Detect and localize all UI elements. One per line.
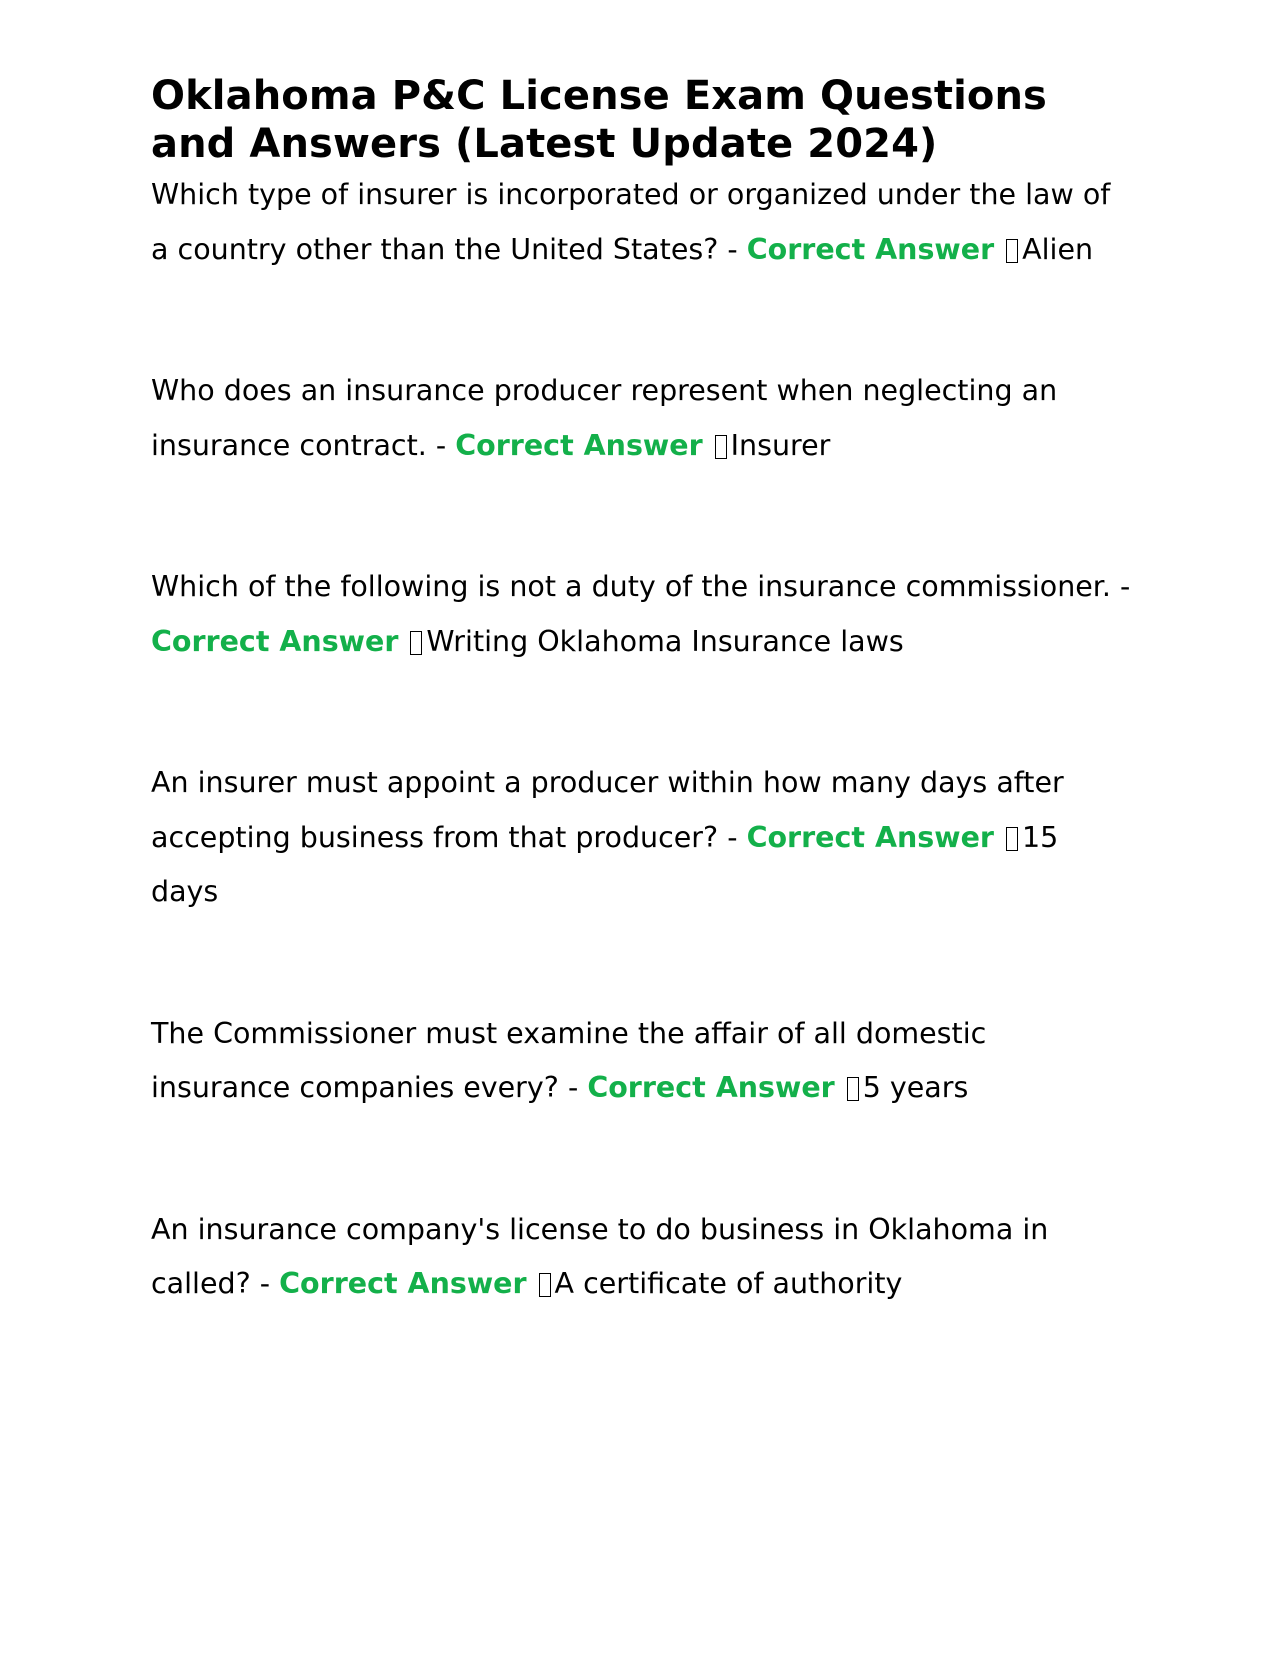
document-title: Oklahoma P&C License Exam Questions and Answers (Latest Update 2024) bbox=[151, 73, 1047, 167]
qa-item bbox=[151, 756, 1131, 920]
separator: - bbox=[558, 1071, 588, 1104]
qa-item bbox=[151, 1007, 1131, 1116]
answer-text: 15 days bbox=[151, 820, 1059, 908]
missing-glyph-box-icon bbox=[715, 435, 727, 459]
qa-item bbox=[151, 168, 1131, 277]
correct-answer-label: Correct Answer bbox=[746, 820, 994, 854]
question-text: Which of the following is not a duty of the insurance commissioner. bbox=[151, 570, 1111, 603]
missing-glyph-box-icon bbox=[1006, 239, 1018, 263]
separator: - bbox=[718, 820, 747, 854]
correct-answer-label: Correct Answer bbox=[279, 1267, 527, 1300]
qa-item bbox=[151, 560, 1131, 669]
answer-text: Alien bbox=[1022, 232, 1094, 266]
separator: - bbox=[426, 428, 456, 462]
correct-answer-label: Correct Answer bbox=[746, 232, 995, 266]
correct-answer-label: Correct Answer bbox=[587, 1071, 835, 1104]
qa-item bbox=[151, 1203, 1131, 1312]
missing-glyph-box-icon bbox=[847, 1077, 859, 1101]
qa-item bbox=[151, 364, 1131, 473]
document-body bbox=[151, 72, 1131, 1312]
answer-text: Writing Oklahoma Insurance laws bbox=[426, 624, 904, 658]
question-text: An insurance company's license to do business in Oklahoma in called? bbox=[151, 1212, 1049, 1300]
separator: - bbox=[1110, 570, 1131, 603]
correct-answer-label: Correct Answer bbox=[455, 428, 703, 462]
question-text: Which type of insurer is incorporated or organized under the law of a country other than the United States? bbox=[151, 178, 1111, 266]
correct-answer-label: Correct Answer bbox=[151, 624, 399, 658]
answer-text: A certificate of authority bbox=[554, 1267, 903, 1300]
missing-glyph-box-icon bbox=[1006, 827, 1018, 851]
question-text: Who does an insurance producer represent when neglecting an insurance contract. bbox=[151, 374, 1058, 462]
question-text: An insurer must appoint a producer within how many days after accepting business from that producer? bbox=[151, 766, 1064, 854]
separator: - bbox=[718, 232, 747, 266]
missing-glyph-box-icon bbox=[410, 631, 422, 655]
question-text: The Commissioner must examine the affair of all domestic insurance companies every? bbox=[151, 1016, 987, 1104]
missing-glyph-box-icon bbox=[539, 1273, 551, 1297]
separator: - bbox=[250, 1267, 280, 1300]
answer-text: 5 years bbox=[862, 1071, 969, 1104]
answer-text: Insurer bbox=[730, 428, 831, 462]
